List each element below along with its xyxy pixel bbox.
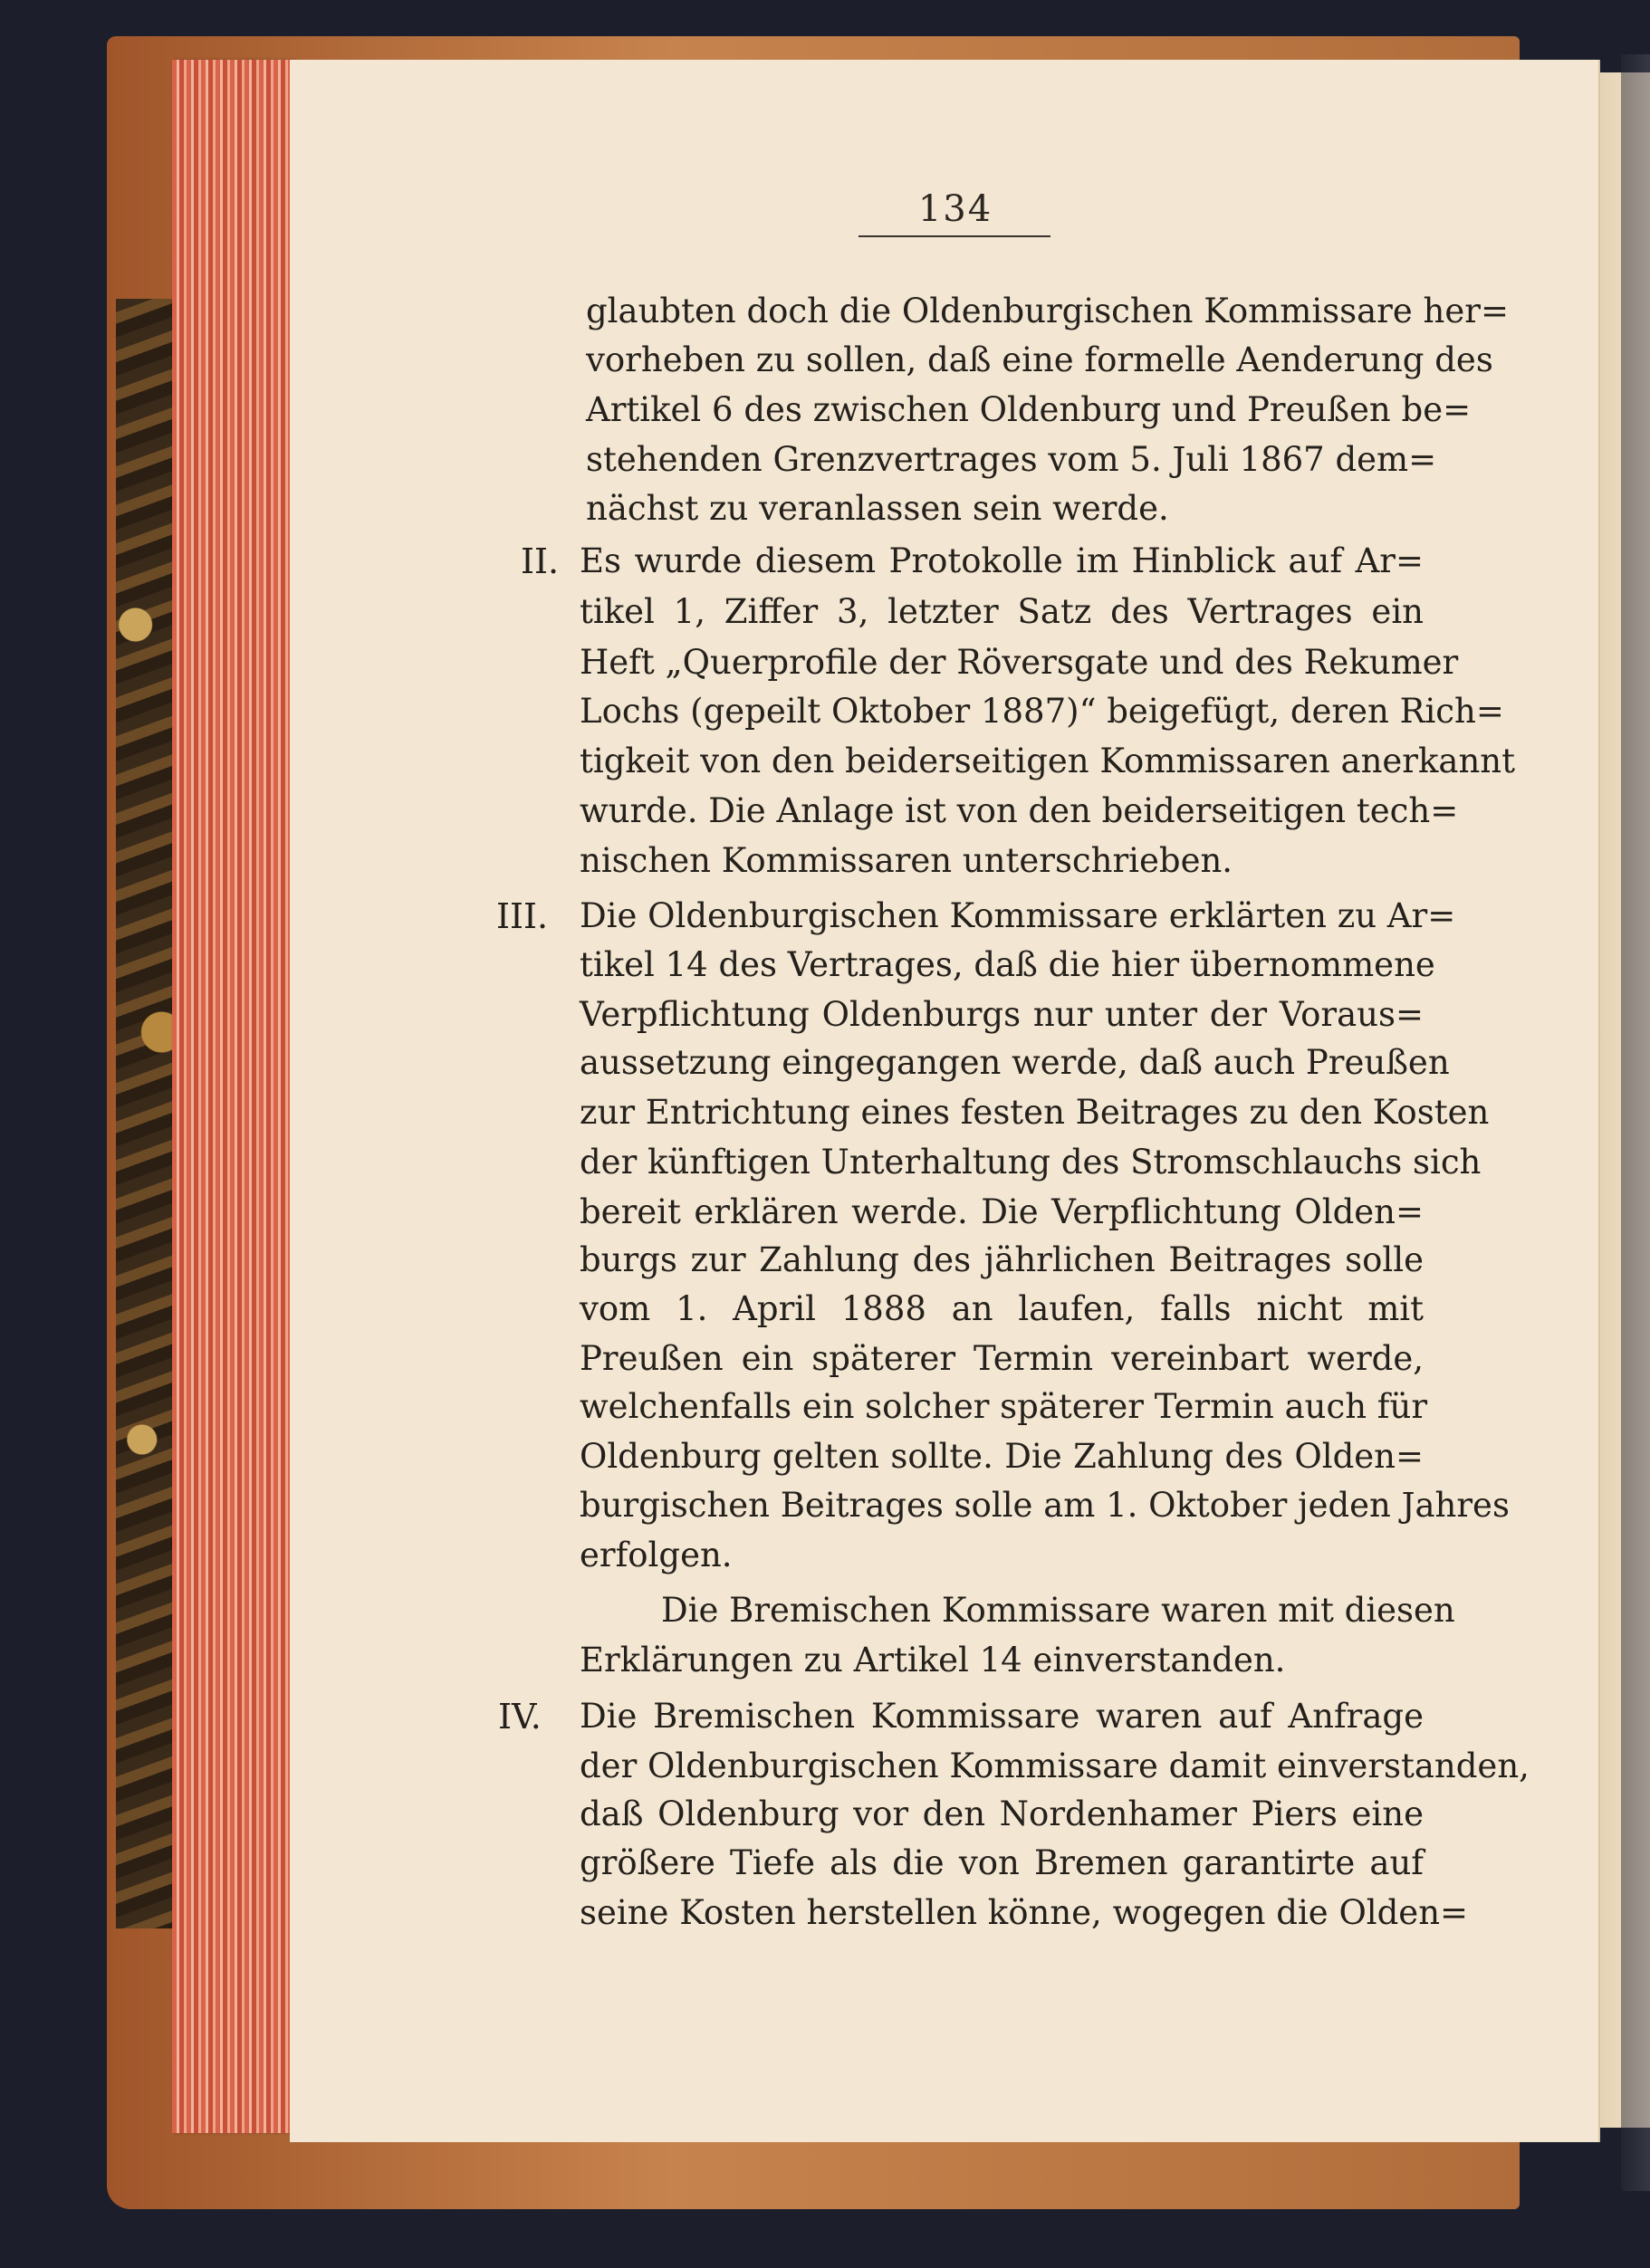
text-line: aussetzung eingegangen werde, daß auch Preußen: [580, 1043, 1450, 1082]
text-line: tigkeit von den beiderseitigen Kommissaren anerkannt: [580, 742, 1516, 780]
text-line: Preußen ein späterer Termin vereinbart werde,: [580, 1339, 1424, 1378]
text-line: Die Oldenburgischen Kommissare erklärten zu Ar=: [580, 896, 1456, 935]
text-line: zur Entrichtung eines festen Beitrages zu den Kosten: [580, 1093, 1490, 1132]
text-line: burgs zur Zahlung des jährlichen Beitrages solle: [580, 1240, 1424, 1279]
text-line: Lochs (gepeilt Oktober 1887)“ beigefügt, deren Rich=: [580, 692, 1504, 731]
text-line: wurde. Die Anlage ist von den beiderseitigen tech=: [580, 791, 1459, 830]
text-line: welchenfalls ein solcher späterer Termin auch für: [580, 1387, 1428, 1426]
section-numeral-iii: III.: [496, 896, 549, 936]
text-line: der künftigen Unterhaltung des Stromschlauchs sich: [580, 1143, 1482, 1182]
text-line: größere Tiefe als die von Bremen garantirte auf: [580, 1843, 1424, 1882]
text-line: Oldenburg gelten sollte. Die Zahlung des Olden=: [580, 1437, 1424, 1476]
text-line: Erklärungen zu Artikel 14 einverstanden.: [580, 1641, 1286, 1679]
text-line: vom 1. April 1888 an laufen, falls nicht mit: [580, 1289, 1424, 1328]
text-line: daß Oldenburg vor den Nordenhamer Piers eine: [580, 1794, 1424, 1833]
text-line: nächst zu veranlassen sein werde.: [586, 489, 1169, 528]
text-line: glaubten doch die Oldenburgischen Kommissare her=: [586, 292, 1509, 330]
book-edge-shadow: [1621, 54, 1650, 2191]
text-line: Es wurde diesem Protokolle im Hinblick auf Ar=: [580, 541, 1424, 580]
text-line: tikel 1, Ziffer 3, letzter Satz des Vertrages ein: [580, 592, 1424, 631]
text-line: seine Kosten herstellen könne, wogegen die Olden=: [580, 1893, 1469, 1932]
page-number-rule: [859, 235, 1050, 237]
text-line: burgischen Beitrages solle am 1. Oktober jeden Jahres: [580, 1486, 1510, 1525]
section-numeral-iv: IV.: [498, 1697, 542, 1737]
text-line: erfolgen.: [580, 1536, 733, 1574]
text-line: Heft „Querprofile der Röversgate und des Rekumer: [580, 643, 1459, 682]
text-line: Verpflichtung Oldenburgs nur unter der Voraus=: [580, 995, 1424, 1034]
text-line: der Oldenburgischen Kommissare damit einverstanden,: [580, 1746, 1530, 1785]
section-numeral-ii: II.: [521, 541, 560, 581]
page-edges: [172, 60, 294, 2133]
text-line: Die Bremischen Kommissare waren auf Anfrage: [580, 1697, 1424, 1736]
page-number: 134: [917, 188, 993, 230]
text-line: vorheben zu sollen, daß eine formelle Aenderung des: [586, 340, 1493, 379]
text-line: bereit erklären werde. Die Verpflichtung Olden=: [580, 1192, 1424, 1231]
text-line: nischen Kommissaren unterschrieben.: [580, 841, 1233, 880]
text-line: Artikel 6 des zwischen Oldenburg und Preußen be=: [586, 390, 1472, 429]
text-line: Die Bremischen Kommissare waren mit diesen: [661, 1591, 1455, 1630]
text-line: stehenden Grenzvertrages vom 5. Juli 1867 dem=: [586, 440, 1437, 479]
text-line: tikel 14 des Vertrages, daß die hier übernommene: [580, 945, 1435, 984]
